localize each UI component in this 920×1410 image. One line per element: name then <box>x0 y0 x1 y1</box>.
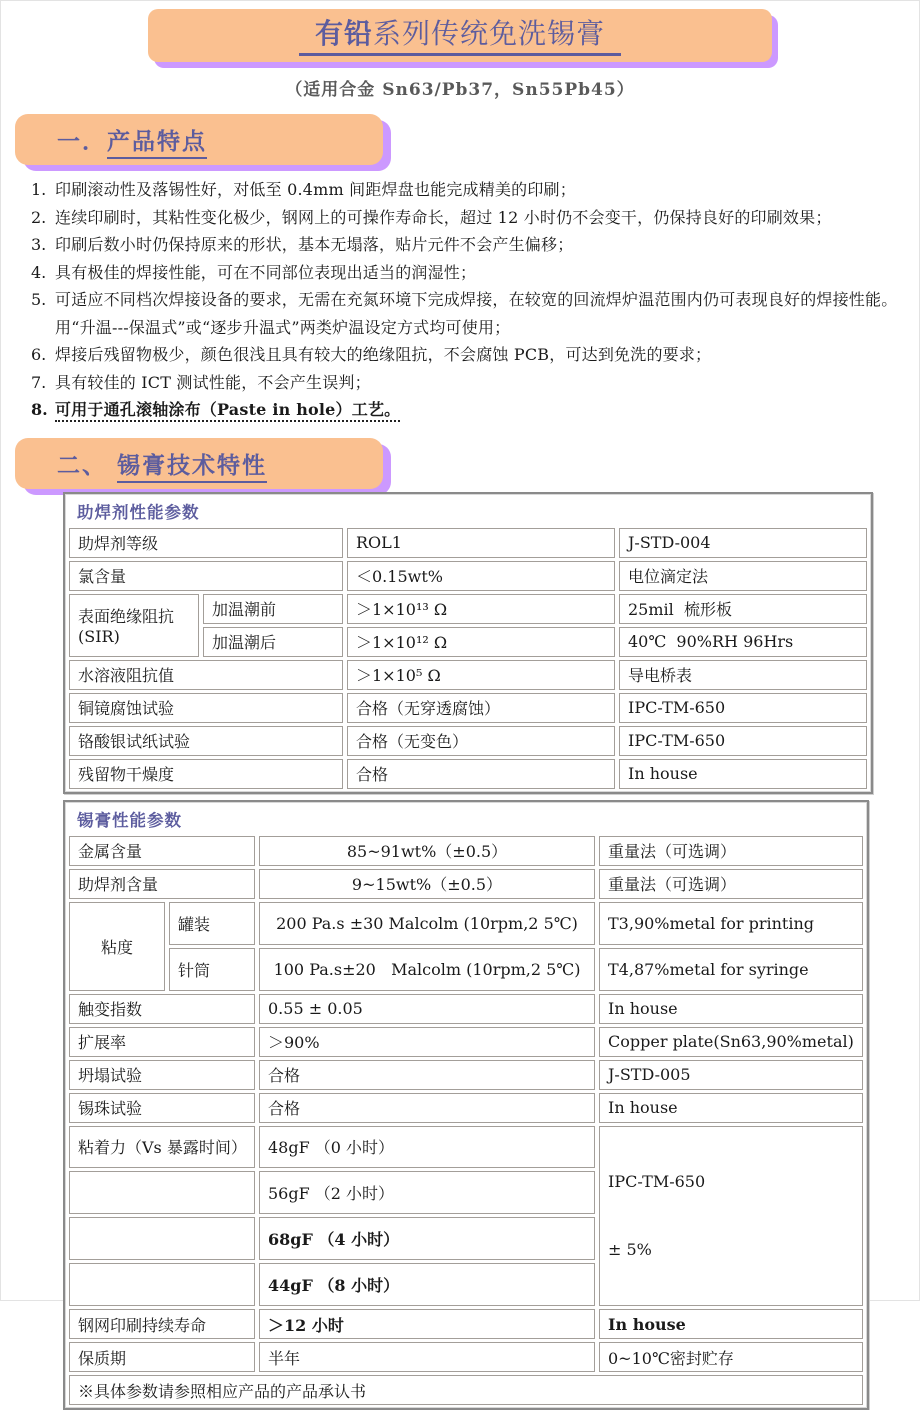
table-row <box>69 561 867 591</box>
cell-method: IPC-TM-650 <box>619 693 867 723</box>
cell-method: 0~10℃密封贮存 <box>599 1342 863 1372</box>
cell-method: In house <box>619 759 867 789</box>
cell-label: 氯含量 <box>69 561 343 591</box>
cell-value: 68gF （4 小时） <box>259 1217 595 1260</box>
table-section-header-row <box>69 497 867 525</box>
cell-value: 合格（无变色） <box>347 726 615 756</box>
cell-label: 水溶液阻抗值 <box>69 660 343 690</box>
table-row <box>69 836 863 866</box>
page-title-lead: 有铅 <box>315 17 373 50</box>
table-section-header-row <box>69 805 863 833</box>
cell-sublabel: 加温潮后 <box>203 627 343 657</box>
table-row <box>69 1093 863 1123</box>
item-text: 焊接后残留物极少，颜色很浅且具有较大的绝缘阻抗，不会腐蚀 PCB，可达到免洗的要求； <box>55 341 909 369</box>
page-title-rest: 系列传统免洗锡膏 <box>373 17 605 50</box>
cell-label: 助焊剂含量 <box>69 869 255 899</box>
item-text: 连续印刷时，其粘性变化极少，钢网上的可操作寿命长，超过 12 小时仍不会变干，仍保持良好的印刷效果； <box>55 204 909 232</box>
cell-value: 200 Pa.s ±30 Malcolm (10rpm,2 5℃) <box>259 902 595 945</box>
item-text-underlined: 可用于通孔滚轴涂布（Paste in hole）工艺。 <box>55 400 400 422</box>
cell-method: IPC-TM-650 <box>619 726 867 756</box>
cell-label: 助焊剂等级 <box>69 528 343 558</box>
tack-method-tolerance: ± 5% <box>608 1235 854 1265</box>
list-item <box>31 231 909 259</box>
cell-value: 合格 <box>259 1060 595 1090</box>
section2-title: 锡膏技术特性 <box>117 452 267 483</box>
item-text: 具有较佳的 ICT 测试性能，不会产生误判； <box>55 369 909 397</box>
flux-parameters-table <box>63 492 873 794</box>
paste-table-header: 锡膏性能参数 <box>69 805 863 833</box>
table-row <box>69 759 867 789</box>
cell-method: 重量法（可选调） <box>599 869 863 899</box>
cell-method: 导电桥表 <box>619 660 867 690</box>
cell-method: J-STD-004 <box>619 528 867 558</box>
table-row <box>69 1309 863 1339</box>
cell-method: 重量法（可选调） <box>599 836 863 866</box>
section1-title: 产品特点 <box>107 128 207 159</box>
section1-banner <box>15 114 383 165</box>
feature-list <box>31 176 909 424</box>
cell-label: 粘着力（Vs 暴露时间） <box>69 1126 255 1169</box>
cell-label: 表面绝缘阻抗 (SIR) <box>69 594 199 657</box>
table-row <box>69 1126 863 1169</box>
cell-sublabel: 加温潮前 <box>203 594 343 624</box>
cell-label: 锡珠试验 <box>69 1093 255 1123</box>
cell-label: 残留物干燥度 <box>69 759 343 789</box>
cell-method: Copper plate(Sn63,90%metal) <box>599 1027 863 1057</box>
cell-value: 0.55 ± 0.05 <box>259 994 595 1024</box>
cell-value: ＞1×10¹³ Ω <box>347 594 615 624</box>
cell-method <box>599 1126 863 1307</box>
item-text: 具有极佳的焊接性能，可在不同部位表现出适当的润湿性； <box>55 259 909 287</box>
item-number: 4. <box>31 259 55 287</box>
item-number: 5. <box>31 286 55 314</box>
item-number: 3. <box>31 231 55 259</box>
page-title <box>299 16 621 56</box>
title-banner <box>148 9 772 62</box>
table-row <box>69 1060 863 1090</box>
cell-sublabel: 罐装 <box>169 902 255 945</box>
cell-value: ＞90% <box>259 1027 595 1057</box>
tack-method-standard: IPC-TM-650 <box>608 1167 854 1197</box>
item-text <box>55 396 909 424</box>
item-number: 8. <box>31 396 55 424</box>
list-item <box>31 286 909 341</box>
section1-heading <box>57 123 207 156</box>
table-row <box>69 594 867 624</box>
cell-value: 9~15wt%（±0.5） <box>259 869 595 899</box>
item-text: 印刷后数小时仍保持原来的形状，基本无塌落，贴片元件不会产生偏移； <box>55 231 909 259</box>
item-number: 1. <box>31 176 55 204</box>
table-row <box>69 1027 863 1057</box>
table-row <box>69 948 863 991</box>
item-number: 7. <box>31 369 55 397</box>
table-row <box>69 528 867 558</box>
cell-label: 触变指数 <box>69 994 255 1024</box>
cell-value: 合格 <box>259 1093 595 1123</box>
cell-value: ROL1 <box>347 528 615 558</box>
paste-parameters-table <box>63 800 869 1410</box>
table-row <box>69 902 863 945</box>
cell-value: ＞1×10¹² Ω <box>347 627 615 657</box>
page-subtitle: （适用合金 Sn63/Pb37，Sn55Pb45） <box>1 75 919 100</box>
table-row <box>69 994 863 1024</box>
cell-value: 56gF （2 小时） <box>259 1171 595 1214</box>
table-row <box>69 869 863 899</box>
cell-value: 合格 <box>347 759 615 789</box>
cell-label: 钢网印刷持续寿命 <box>69 1309 255 1339</box>
table-row <box>69 660 867 690</box>
cell-method: T3,90%metal for printing <box>599 902 863 945</box>
table-row <box>69 1342 863 1372</box>
cell-method: 25mil 梳形板 <box>619 594 867 624</box>
cell-method: In house <box>599 1309 863 1339</box>
cell-value: ＜0.15wt% <box>347 561 615 591</box>
cell-label: 保质期 <box>69 1342 255 1372</box>
flux-table-header: 助焊剂性能参数 <box>69 497 867 525</box>
list-item <box>31 341 909 369</box>
section2-banner <box>15 438 383 489</box>
item-text: 印刷滚动性及落锡性好，对低至 0.4mm 间距焊盘也能完成精美的印刷； <box>55 176 909 204</box>
cell-method: 电位滴定法 <box>619 561 867 591</box>
cell-label-empty <box>69 1217 255 1260</box>
list-item <box>31 176 909 204</box>
cell-method: 40℃ 90%RH 96Hrs <box>619 627 867 657</box>
cell-value: 48gF （0 小时） <box>259 1126 595 1169</box>
cell-sublabel: 针筒 <box>169 948 255 991</box>
cell-label: 铜镜腐蚀试验 <box>69 693 343 723</box>
item-number: 6. <box>31 341 55 369</box>
cell-value: ＞1×10⁵ Ω <box>347 660 615 690</box>
cell-label: 扩展率 <box>69 1027 255 1057</box>
cell-label-empty <box>69 1263 255 1306</box>
cell-label: 坍塌试验 <box>69 1060 255 1090</box>
item-number: 2. <box>31 204 55 232</box>
table-row <box>69 726 867 756</box>
cell-label-empty <box>69 1171 255 1214</box>
section2-number: 二、 <box>57 452 107 479</box>
list-item <box>31 396 909 424</box>
section2-heading <box>57 447 267 480</box>
cell-value: 100 Pa.s±20 Malcolm (10rpm,2 5℃) <box>259 948 595 991</box>
footnote-cell: ※具体参数请参照相应产品的产品承认书 <box>69 1375 863 1405</box>
cell-method: J-STD-005 <box>599 1060 863 1090</box>
cell-value: 44gF （8 小时） <box>259 1263 595 1306</box>
list-item <box>31 259 909 287</box>
cell-label: 金属含量 <box>69 836 255 866</box>
cell-label: 铬酸银试纸试验 <box>69 726 343 756</box>
table-row <box>69 693 867 723</box>
cell-value: ＞12 小时 <box>259 1309 595 1339</box>
table-footnote-row <box>69 1375 863 1405</box>
cell-value: 合格（无穿透腐蚀） <box>347 693 615 723</box>
list-item <box>31 369 909 397</box>
cell-method: T4,87%metal for syringe <box>599 948 863 991</box>
cell-value: 85~91wt%（±0.5） <box>259 836 595 866</box>
cell-label: 粘度 <box>69 902 165 991</box>
section1-number: 一． <box>57 128 107 155</box>
cell-method: In house <box>599 994 863 1024</box>
item-text: 可适应不同档次焊接设备的要求，无需在充氮环境下完成焊接，在较宽的回流焊炉温范围内仍可表现良好的焊接性能。用“升温---保温式”或“逐步升温式”两类炉温设定方式均可使用； <box>55 286 909 341</box>
cell-value: 半年 <box>259 1342 595 1372</box>
cell-method: In house <box>599 1093 863 1123</box>
list-item <box>31 204 909 232</box>
